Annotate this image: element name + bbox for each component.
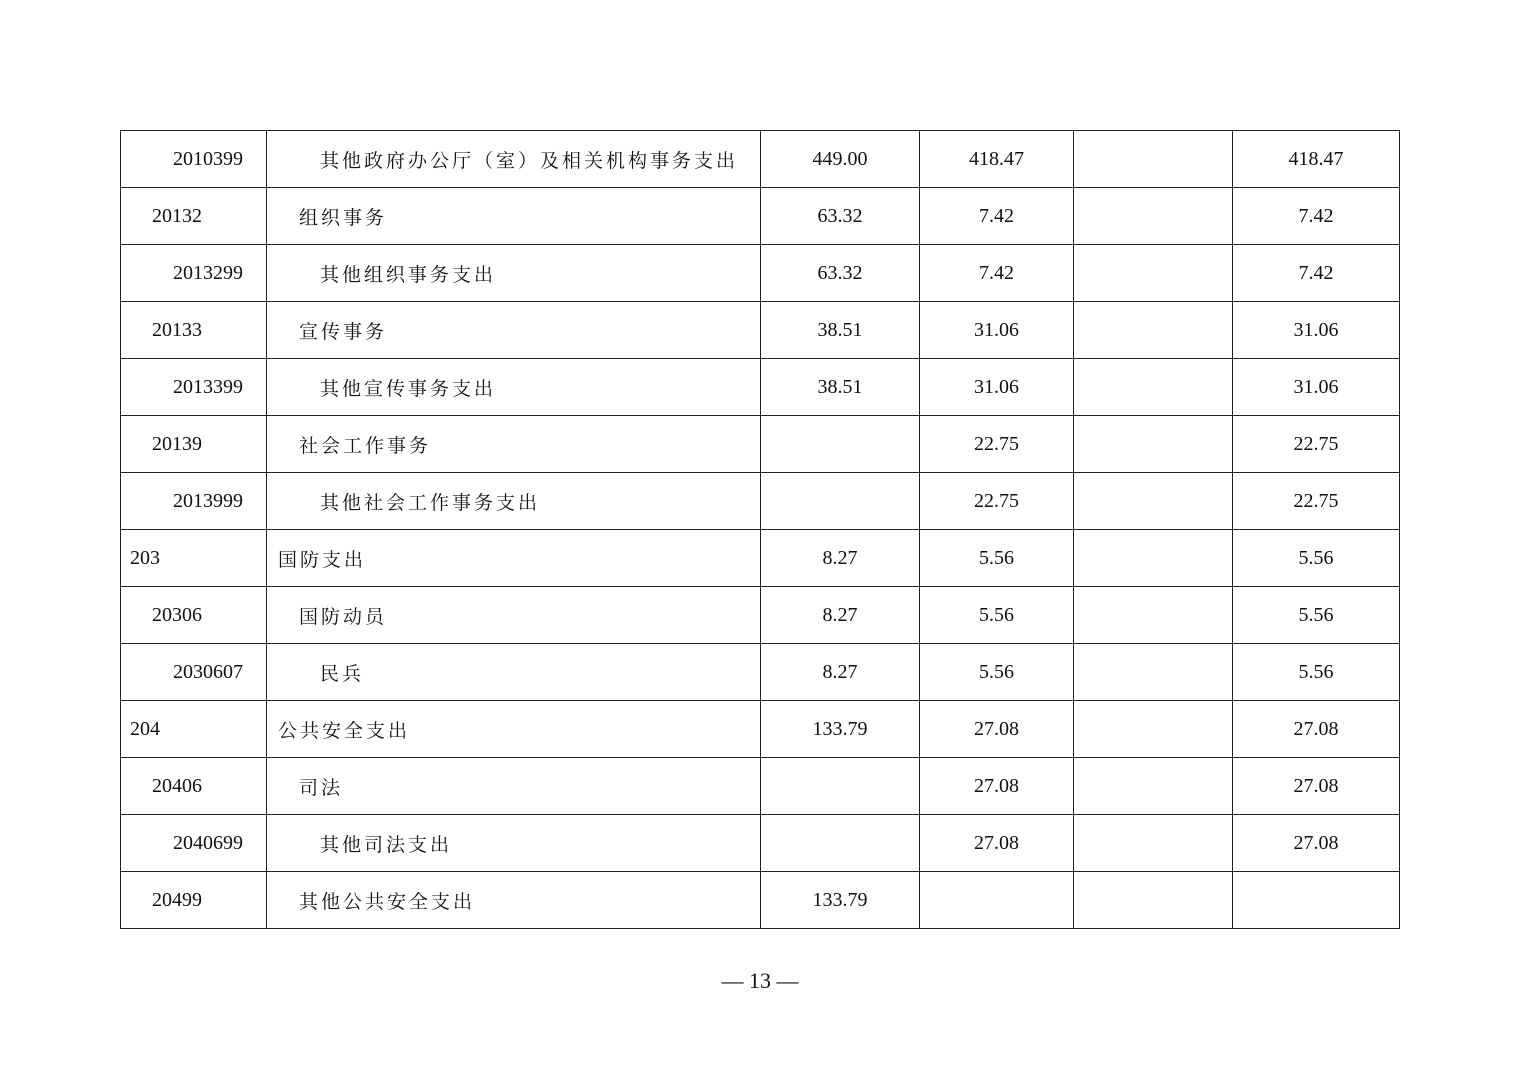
value-cell-4: 7.42 bbox=[1233, 245, 1400, 302]
value-cell-1 bbox=[761, 758, 920, 815]
value-cell-4: 27.08 bbox=[1233, 701, 1400, 758]
code-cell: 2030607 bbox=[121, 644, 267, 701]
budget-table bbox=[120, 130, 1400, 929]
name-cell: 组织事务 bbox=[267, 188, 761, 245]
name-cell: 国防支出 bbox=[267, 530, 761, 587]
value-cell-1: 63.32 bbox=[761, 188, 920, 245]
value-cell-1: 38.51 bbox=[761, 359, 920, 416]
value-cell-1: 133.79 bbox=[761, 872, 920, 929]
value-cell-3 bbox=[1074, 587, 1233, 644]
table-row bbox=[121, 416, 1400, 473]
value-cell-2: 5.56 bbox=[920, 587, 1074, 644]
code-cell: 2013999 bbox=[121, 473, 267, 530]
code-cell: 2040699 bbox=[121, 815, 267, 872]
value-cell-2: 27.08 bbox=[920, 815, 1074, 872]
code-cell: 2013299 bbox=[121, 245, 267, 302]
value-cell-4: 22.75 bbox=[1233, 416, 1400, 473]
value-cell-1: 8.27 bbox=[761, 530, 920, 587]
name-cell: 其他政府办公厅（室）及相关机构事务支出 bbox=[267, 131, 761, 188]
value-cell-4: 5.56 bbox=[1233, 530, 1400, 587]
value-cell-1 bbox=[761, 815, 920, 872]
name-cell: 其他公共安全支出 bbox=[267, 872, 761, 929]
table-row bbox=[121, 302, 1400, 359]
name-cell: 司法 bbox=[267, 758, 761, 815]
value-cell-2: 5.56 bbox=[920, 530, 1074, 587]
value-cell-2: 418.47 bbox=[920, 131, 1074, 188]
name-cell: 国防动员 bbox=[267, 587, 761, 644]
table-row bbox=[121, 359, 1400, 416]
value-cell-4: 418.47 bbox=[1233, 131, 1400, 188]
code-cell: 20406 bbox=[121, 758, 267, 815]
table-row bbox=[121, 188, 1400, 245]
table-row bbox=[121, 644, 1400, 701]
value-cell-1: 38.51 bbox=[761, 302, 920, 359]
value-cell-4: 22.75 bbox=[1233, 473, 1400, 530]
value-cell-4: 31.06 bbox=[1233, 359, 1400, 416]
table-row bbox=[121, 473, 1400, 530]
code-cell: 2010399 bbox=[121, 131, 267, 188]
value-cell-1: 133.79 bbox=[761, 701, 920, 758]
code-cell: 203 bbox=[121, 530, 267, 587]
name-cell: 其他宣传事务支出 bbox=[267, 359, 761, 416]
value-cell-4 bbox=[1233, 872, 1400, 929]
value-cell-2: 5.56 bbox=[920, 644, 1074, 701]
table-row bbox=[121, 758, 1400, 815]
value-cell-4: 5.56 bbox=[1233, 587, 1400, 644]
value-cell-1: 63.32 bbox=[761, 245, 920, 302]
code-cell: 2013399 bbox=[121, 359, 267, 416]
name-cell: 其他司法支出 bbox=[267, 815, 761, 872]
table-row bbox=[121, 587, 1400, 644]
table-body bbox=[121, 131, 1400, 929]
value-cell-2: 22.75 bbox=[920, 416, 1074, 473]
name-cell: 宣传事务 bbox=[267, 302, 761, 359]
value-cell-4: 31.06 bbox=[1233, 302, 1400, 359]
value-cell-3 bbox=[1074, 302, 1233, 359]
value-cell-3 bbox=[1074, 815, 1233, 872]
value-cell-3 bbox=[1074, 701, 1233, 758]
code-cell: 204 bbox=[121, 701, 267, 758]
value-cell-3 bbox=[1074, 245, 1233, 302]
value-cell-2: 22.75 bbox=[920, 473, 1074, 530]
value-cell-3 bbox=[1074, 416, 1233, 473]
name-cell: 其他组织事务支出 bbox=[267, 245, 761, 302]
table-row bbox=[121, 131, 1400, 188]
value-cell-2: 7.42 bbox=[920, 245, 1074, 302]
code-cell: 20139 bbox=[121, 416, 267, 473]
value-cell-2 bbox=[920, 872, 1074, 929]
value-cell-3 bbox=[1074, 359, 1233, 416]
value-cell-4: 5.56 bbox=[1233, 644, 1400, 701]
value-cell-2: 27.08 bbox=[920, 758, 1074, 815]
code-cell: 20306 bbox=[121, 587, 267, 644]
name-cell: 社会工作事务 bbox=[267, 416, 761, 473]
table-row bbox=[121, 245, 1400, 302]
name-cell: 民兵 bbox=[267, 644, 761, 701]
page-number: — 13 — bbox=[721, 968, 799, 993]
table-row bbox=[121, 815, 1400, 872]
value-cell-1: 8.27 bbox=[761, 644, 920, 701]
code-cell: 20133 bbox=[121, 302, 267, 359]
code-cell: 20499 bbox=[121, 872, 267, 929]
value-cell-4: 27.08 bbox=[1233, 815, 1400, 872]
value-cell-4: 7.42 bbox=[1233, 188, 1400, 245]
name-cell: 公共安全支出 bbox=[267, 701, 761, 758]
value-cell-3 bbox=[1074, 872, 1233, 929]
value-cell-3 bbox=[1074, 530, 1233, 587]
value-cell-2: 27.08 bbox=[920, 701, 1074, 758]
value-cell-3 bbox=[1074, 131, 1233, 188]
value-cell-3 bbox=[1074, 644, 1233, 701]
value-cell-1 bbox=[761, 473, 920, 530]
value-cell-3 bbox=[1074, 188, 1233, 245]
value-cell-1 bbox=[761, 416, 920, 473]
value-cell-2: 31.06 bbox=[920, 359, 1074, 416]
value-cell-1: 449.00 bbox=[761, 131, 920, 188]
value-cell-2: 31.06 bbox=[920, 302, 1074, 359]
value-cell-4: 27.08 bbox=[1233, 758, 1400, 815]
name-cell: 其他社会工作事务支出 bbox=[267, 473, 761, 530]
table-row bbox=[121, 530, 1400, 587]
value-cell-1: 8.27 bbox=[761, 587, 920, 644]
table-row bbox=[121, 701, 1400, 758]
table-row bbox=[121, 872, 1400, 929]
value-cell-2: 7.42 bbox=[920, 188, 1074, 245]
code-cell: 20132 bbox=[121, 188, 267, 245]
value-cell-3 bbox=[1074, 473, 1233, 530]
value-cell-3 bbox=[1074, 758, 1233, 815]
